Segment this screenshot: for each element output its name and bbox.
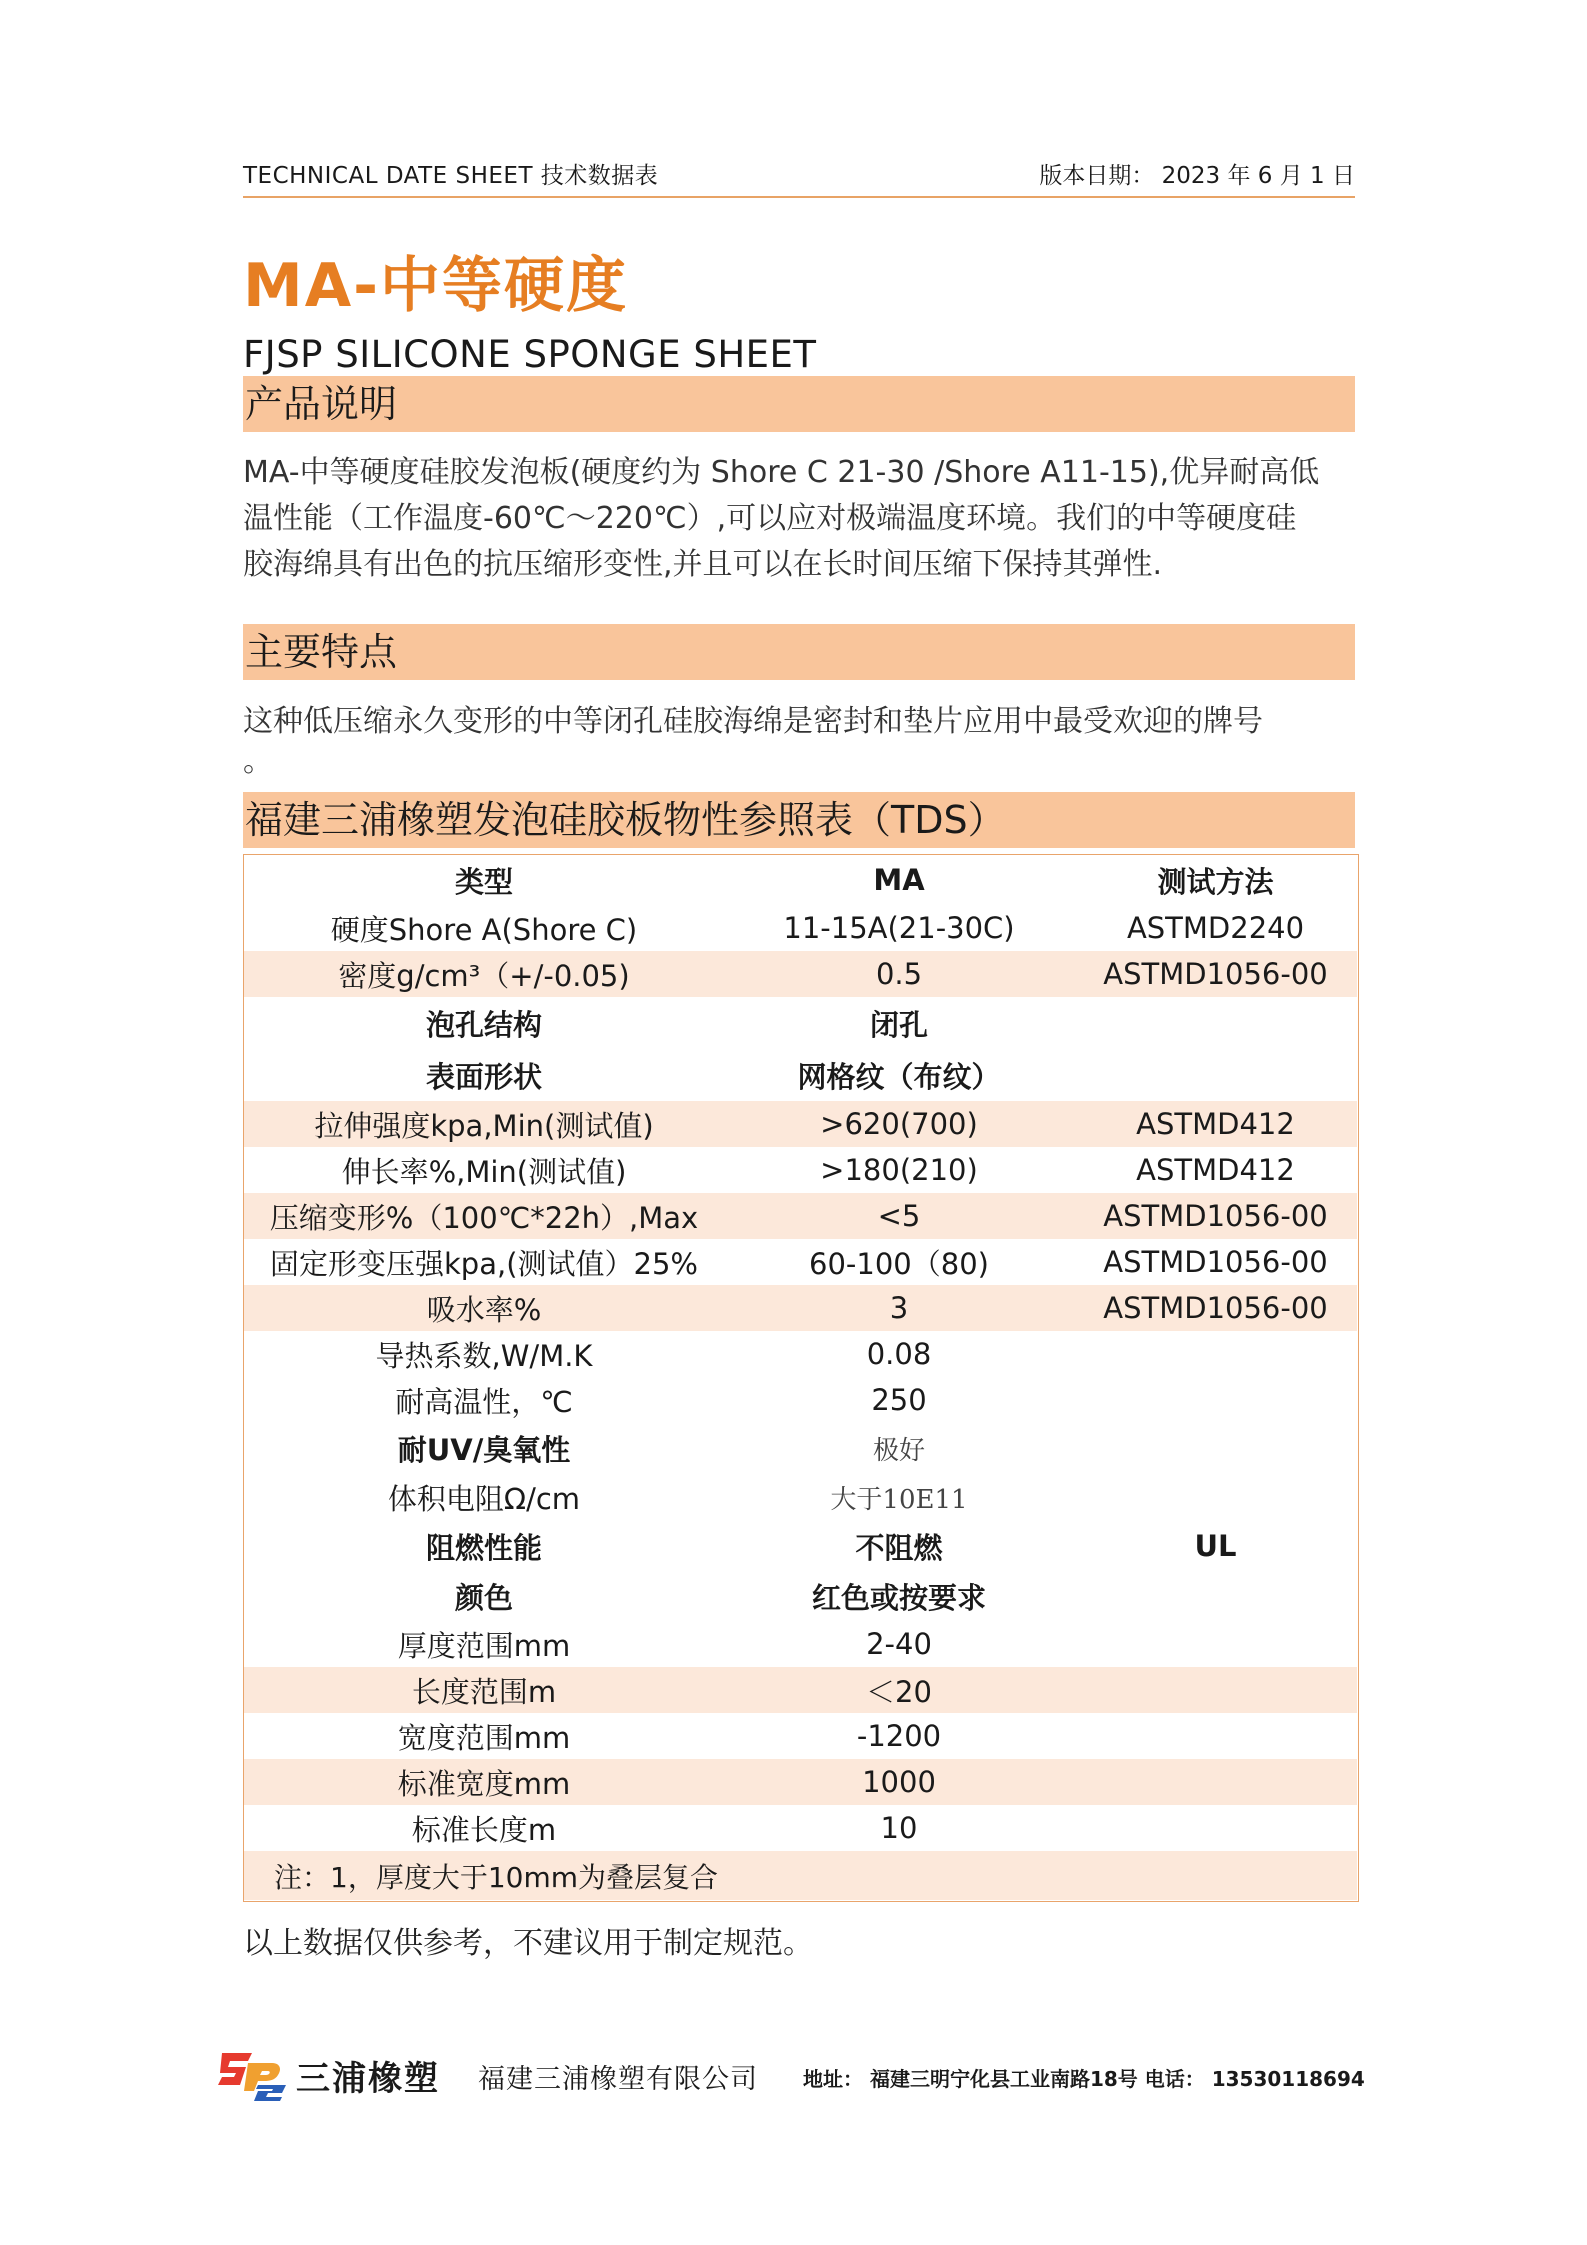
method-cell: ASTMD412: [1136, 1153, 1295, 1187]
table-header-cell: 类型: [454, 864, 513, 899]
value-cell: 60-100（80): [809, 1246, 989, 1281]
table-row: [244, 1621, 1357, 1667]
property-cell: 伸长率%,Min(测试值): [341, 1154, 627, 1189]
method-cell: ASTMD1056-00: [1103, 1291, 1328, 1325]
value-cell: 0.5: [875, 957, 923, 991]
table-row: [244, 1667, 1357, 1713]
description-paragraph: [243, 450, 1355, 588]
table-row: [244, 1147, 1357, 1193]
description-line: 胶海绵具有出色的抗压缩形变性,并且可以在长时间压缩下保持其弹性.: [243, 547, 1163, 582]
value-cell: 红色或按要求: [811, 1580, 986, 1615]
value-cell: 0.08: [866, 1337, 932, 1371]
method-cell: ASTMD1056-00: [1103, 957, 1328, 991]
property-cell: 表面形状: [425, 1059, 542, 1094]
value-cell: <5: [877, 1199, 921, 1233]
table-row: [244, 1423, 1357, 1473]
features-line: 。: [243, 744, 273, 779]
page-subtitle: FJSP SILICONE SPONGE SHEET: [243, 333, 817, 376]
table-row: [244, 951, 1357, 997]
property-cell: 固定形变压强kpa,(测试值）25%: [270, 1246, 698, 1281]
property-cell: 压缩变形%（100℃*22h）,Max: [269, 1200, 699, 1235]
property-cell: 密度g/cm³（+/-0.05): [338, 958, 630, 993]
property-cell: 耐UV/臭氧性: [397, 1432, 571, 1467]
company-logo: [218, 2045, 288, 2101]
table-heading: 福建三浦橡塑发泡硅胶板物性参照表（TDS）: [243, 792, 1355, 848]
table-row: [244, 1473, 1357, 1521]
page-footer: [218, 2045, 1378, 2105]
table-row: [244, 1049, 1357, 1101]
table-note-row: [244, 1851, 1357, 1900]
page-title: MA-中等硬度: [243, 251, 629, 321]
property-cell: 标准长度m: [411, 1812, 557, 1847]
value-cell: 闭孔: [869, 1007, 928, 1042]
table-row: [244, 1239, 1357, 1285]
table-row: [244, 997, 1357, 1049]
table-row: [244, 1285, 1357, 1331]
method-cell: ASTMD1056-00: [1103, 1199, 1328, 1233]
property-cell: 耐高温性，℃: [395, 1384, 573, 1419]
value-cell: 2-40: [866, 1627, 932, 1661]
table-header-row: [244, 855, 1357, 905]
table-header-cell: MA: [873, 863, 925, 897]
table-row: [244, 1193, 1357, 1239]
value-cell: >620(700): [820, 1107, 978, 1141]
tds-table: [243, 854, 1359, 1902]
value-cell: >180(210): [820, 1153, 978, 1187]
brand-name: 三浦橡塑: [296, 2059, 440, 2099]
property-cell: 阻燃性能: [425, 1530, 542, 1565]
datasheet-page: [243, 0, 1365, 2245]
value-cell: 不阻燃: [855, 1530, 943, 1565]
property-cell: 长度范围m: [411, 1674, 557, 1709]
value-cell: 250: [871, 1383, 927, 1417]
property-cell: 体积电阻Ω/cm: [387, 1481, 581, 1516]
table-row: [244, 1101, 1357, 1147]
value-cell: 大于10E11: [830, 1484, 968, 1515]
property-cell: 厚度范围mm: [397, 1628, 571, 1663]
table-row: [244, 1331, 1357, 1377]
features-heading: 主要特点: [243, 624, 1355, 680]
features-line: 这种低压缩永久变形的中等闭孔硅胶海绵是密封和垫片应用中最受欢迎的牌号: [243, 704, 1263, 739]
property-cell: 颜色: [454, 1580, 513, 1615]
property-cell: 泡孔结构: [425, 1007, 542, 1042]
table-row: [244, 1759, 1357, 1805]
value-cell: 11-15A(21-30C): [783, 911, 1015, 945]
description-line: MA-中等硬度硅胶发泡板(硬度约为 Shore C 21-30 /Shore A11-15),优异耐高低: [243, 455, 1320, 490]
method-cell: ASTMD412: [1136, 1107, 1295, 1141]
property-cell: 拉伸强度kpa,Min(测试值): [314, 1108, 654, 1143]
table-row: [244, 905, 1357, 951]
property-cell: 宽度范围mm: [397, 1720, 571, 1755]
description-line: 温性能（工作温度-60℃～220℃）,可以应对极端温度环境。我们的中等硬度硅: [243, 501, 1297, 536]
disclaimer: 以上数据仅供参考，不建议用于制定规范。: [243, 1926, 813, 1961]
table-row: [244, 1377, 1357, 1423]
property-cell: 标准宽度mm: [397, 1766, 571, 1801]
method-cell: UL: [1194, 1529, 1237, 1563]
table-row: [244, 1571, 1357, 1621]
method-cell: ASTMD1056-00: [1103, 1245, 1328, 1279]
header-left: TECHNICAL DATE SHEET 技术数据表: [243, 162, 659, 189]
company-name: 福建三浦橡塑有限公司: [478, 2064, 758, 2095]
table-row: [244, 1805, 1357, 1851]
value-cell: 极好: [872, 1435, 925, 1466]
value-cell: 3: [889, 1291, 909, 1325]
value-cell: -1200: [856, 1719, 942, 1753]
value-cell: ＜20: [866, 1674, 932, 1709]
table-note: 注：1，厚度大于10mm为叠层复合: [274, 1860, 718, 1894]
value-cell: 1000: [862, 1765, 936, 1799]
value-cell: 10: [880, 1811, 918, 1845]
property-cell: 吸水率%: [426, 1292, 542, 1327]
table-header-cell: 测试方法: [1157, 864, 1274, 899]
table-row: [244, 1521, 1357, 1571]
features-paragraph: [243, 699, 1355, 779]
table-row: [244, 1713, 1357, 1759]
property-cell: 硬度Shore A(Shore C): [330, 912, 638, 947]
page-header: [243, 150, 1355, 198]
sps-logo-icon: [218, 2045, 288, 2101]
description-heading: 产品说明: [243, 376, 1355, 432]
value-cell: 网格纹（布纹）: [797, 1059, 1001, 1094]
method-cell: ASTMD2240: [1126, 911, 1305, 945]
company-address: 地址： 福建三明宁化县工业南路18号 电话： 13530118694: [803, 2067, 1365, 2091]
property-cell: 导热系数,W/M.K: [375, 1338, 593, 1373]
header-date: 版本日期： 2023 年 6 月 1 日: [1039, 162, 1355, 189]
